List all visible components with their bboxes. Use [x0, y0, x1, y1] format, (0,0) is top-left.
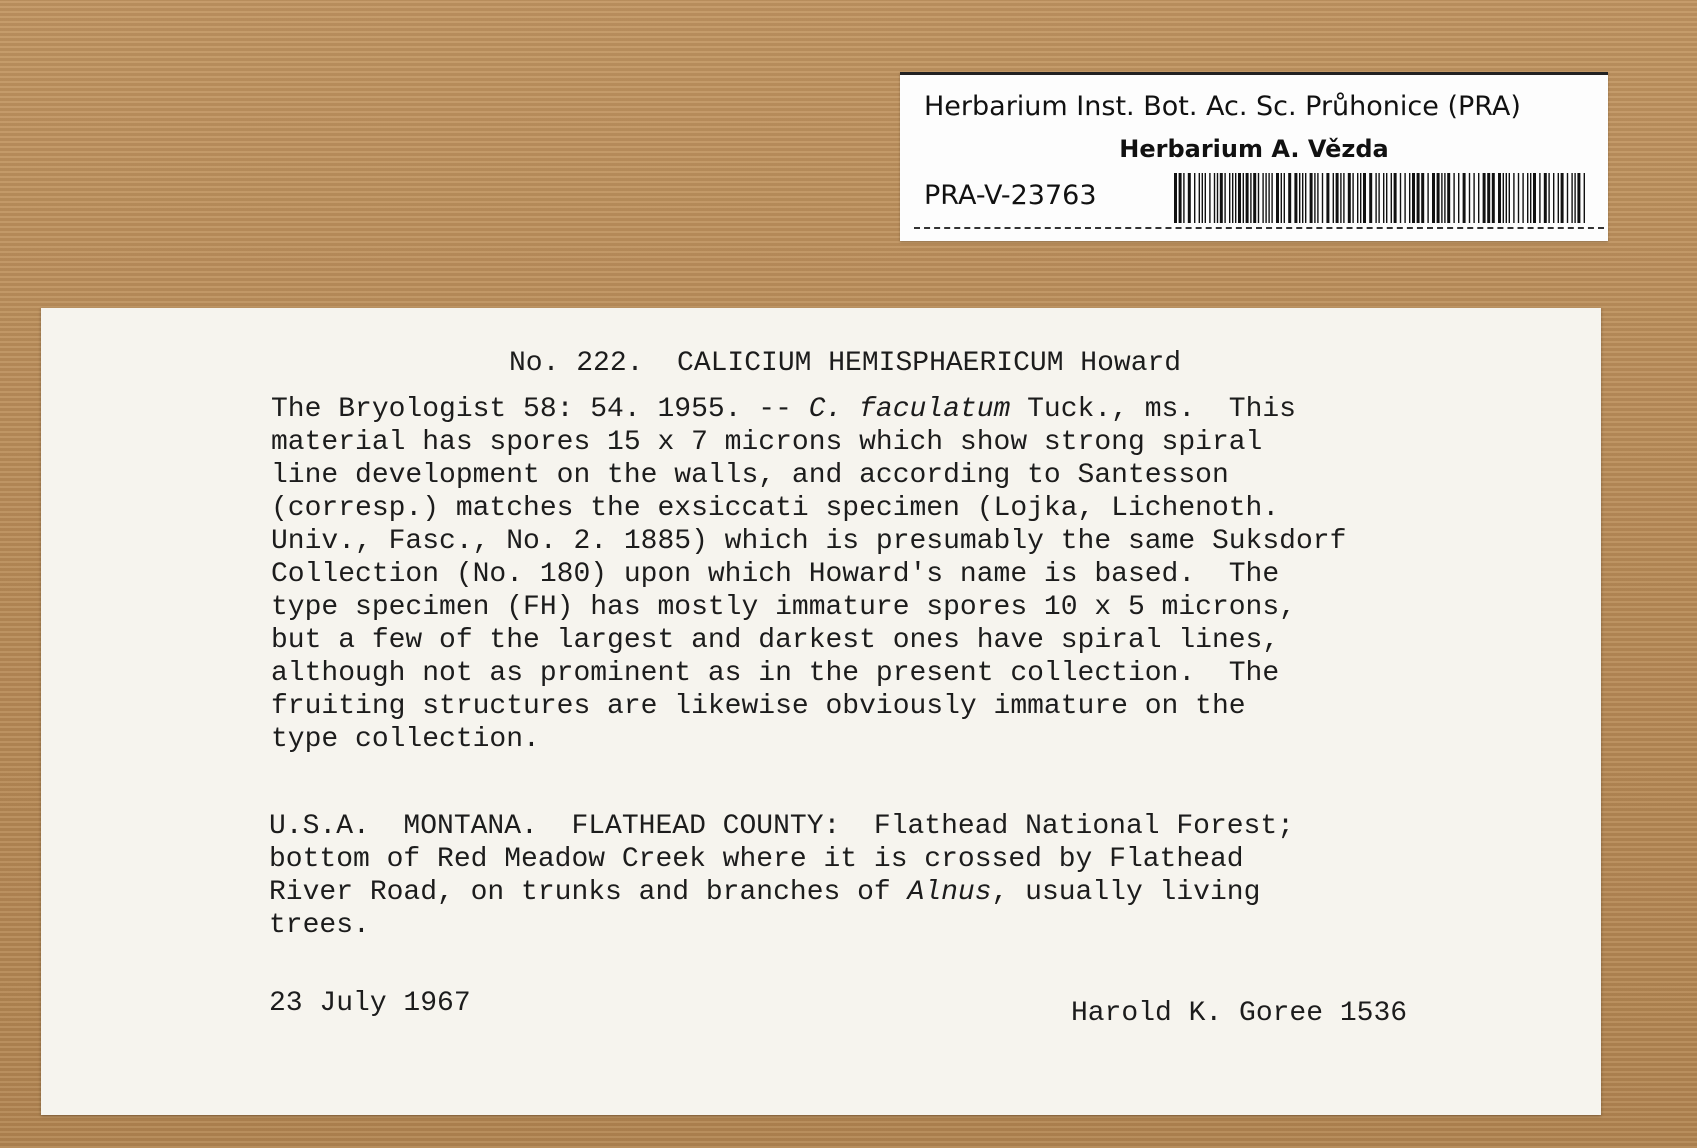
cut-line [914, 227, 1604, 229]
locality-text [269, 810, 1294, 942]
collector-name-number: Harold K. Goree 1536 [1071, 998, 1408, 1029]
herbarium-barcode-label [900, 72, 1608, 241]
locality-line: bottom of Red Meadow Creek where it is crossed by Flathead [269, 844, 1244, 875]
locality-line: trees. [269, 910, 370, 941]
species-title: No. 222. CALICIUM HEMISPHAERICUM Howard [509, 348, 1182, 379]
institution-name: Herbarium Inst. Bot. Ac. Sc. Průhonice (PRA) [924, 91, 1521, 122]
collection-name: Herbarium A. Vězda [1119, 135, 1389, 163]
synonym-name: C. faculatum [808, 394, 1011, 425]
description-line: line development on the walls, and according to Santesson [271, 460, 1229, 491]
description-line: fruiting structures are likewise obviously immature on the [271, 691, 1246, 722]
description-line: type collection. [271, 724, 540, 755]
locality-line: U.S.A. MONTANA. FLATHEAD COUNTY: Flathead National Forest; [269, 811, 1294, 842]
host-genus: Alnus [907, 877, 992, 908]
specimen-id: PRA-V-23763 [924, 180, 1097, 211]
description-line: Univ., Fasc., No. 2. 1885) which is presumably the same Suksdorf [271, 526, 1347, 557]
locality-line: River Road, on trunks and branches of [269, 877, 908, 908]
description-line: The Bryologist 58: 54. 1955. -- [271, 394, 809, 425]
description-line: Collection (No. 180) upon which Howard's name is based. The [271, 559, 1280, 590]
description-line: although not as prominent as in the present collection. The [271, 658, 1280, 689]
collection-date: 23 July 1967 [269, 988, 471, 1019]
locality-line: , usually living [991, 877, 1261, 908]
description-line: material has spores 15 x 7 microns which show strong spiral [271, 427, 1263, 458]
description-line: but a few of the largest and darkest ones have spiral lines, [271, 625, 1280, 656]
description-line: type specimen (FH) has mostly immature spores 10 x 5 microns, [271, 592, 1296, 623]
specimen-label-sheet [41, 308, 1601, 1115]
description-line: Tuck., ms. This [1010, 394, 1296, 425]
description-text [271, 393, 1346, 756]
description-line: (corresp.) matches the exsiccati specimen (Lojka, Lichenoth. [271, 493, 1280, 524]
barcode-image [1174, 173, 1590, 223]
